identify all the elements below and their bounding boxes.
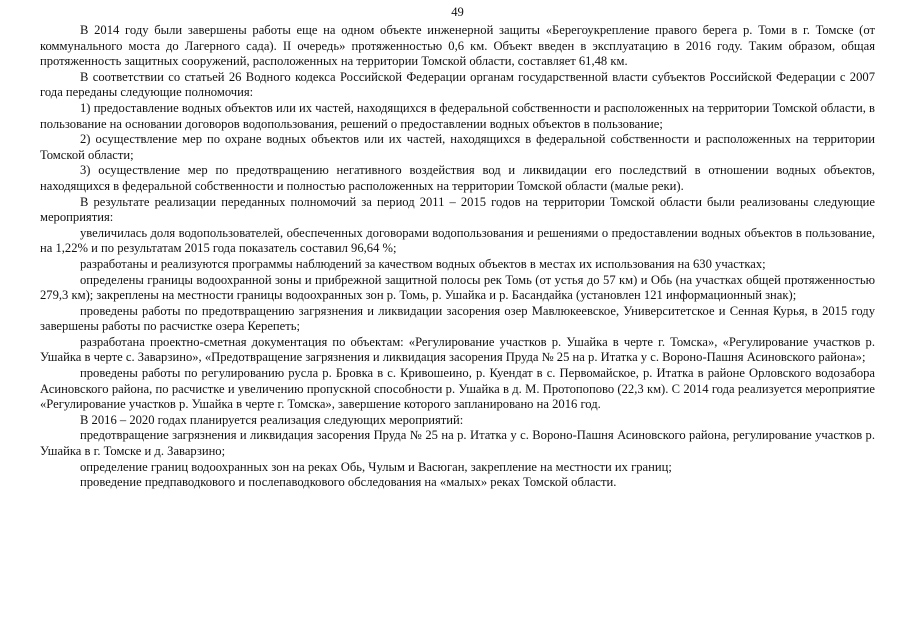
paragraph-results-2011-2015: В результате реализации переданных полномочий за период 2011 – 2015 годов на территории Томской области были реализованы следующие мероприятия: — [40, 194, 875, 225]
paragraph-water-code-powers: В соответствии со статьей 26 Водного кодекса Российской Федерации органам государственной власти субъектов Российской Федерации с 2007 года переданы следующие полномочия: — [40, 69, 875, 100]
list-item-power-1: 1) предоставление водных объектов или их частей, находящихся в федеральной собственности и расположенных на территории Томской области, в пользование на основании договоров водопользования, решений о предоставлении водных объектов в пользование; — [40, 100, 875, 131]
list-item-monitoring-programs: разработаны и реализуются программы наблюдений за качеством водных объектов в местах их использования на 630 участках; — [80, 256, 766, 271]
page-number: 49 — [451, 5, 464, 19]
list-item-power-3: 3) осуществление мер по предотвращению негативного воздействия вод и ликвидации его последствий в отношении водных объектов, находящихся в федеральной собственности и полностью расположенных на территории Томской области (малые реки). — [40, 163, 875, 193]
list-item-design-documentation: разработана проектно-сметная документация по объектам: «Регулирование участков р. Ушайка в черте г. Томска», «Регулирование участков р. Ушайка в черте с. Заварзино», «Предотвращение загрязнения и ликвидация засорения Пруда № 25 на р. Итатка у с. Вороно-Пашня Асиновского района»; — [40, 334, 875, 365]
list-item-water-users-share: увеличилась доля водопользователей, обеспеченных договорами водопользования и решениями о предоставлении водных объектов в пользование, на 1,22% и по результатам 2015 года показатель составил 96,64 %; — [40, 225, 875, 256]
document-body — [40, 23, 875, 491]
list-item-riverbed-works: проведены работы по регулированию русла р. Бровка в с. Кривошеино, р. Куендат в с. Первомайское, р. Итатка в районе Орловского водозабора Асиновского района, по расчистке и увеличению пропускной способности р. Ушайка в д. М. Протопопово (22,3 км). С 2014 года реализуется мероприятие «Регулирование участков р. Ушайка в черте г. Томска», завершение которого запланировано на 2016 год. — [40, 366, 875, 412]
list-item-pond-25: предотвращение загрязнения и ликвидация засорения Пруда № 25 на р. Итатка у с. Вороно-Пашня Асиновского района, регулирование участков р. Ушайка в г. Томске и д. Заварзино; — [40, 428, 875, 459]
list-item-protection-zones: определены границы водоохранной зоны и прибрежной защитной полосы рек Томь (от устья до 57 км) и Обь (на участках общей протяженностью 279,3 км); закреплены на местности границы водоохранных зон р. Томь, р. Ушайка и р. Басандайка (установлен 121 информационный знак); — [40, 272, 875, 303]
paragraph-plans-2016-2020: В 2016 – 2020 годах планируется реализация следующих мероприятий: — [80, 412, 464, 427]
list-item-lakes-cleanup: проведены работы по предотвращению загрязнения и ликвидации засорения озер Мавлюкеевское, Университетское и Сенная Курья, в 2015 году завершены работы по расчистке озера Керепеть; — [40, 303, 875, 334]
list-item-flood-surveys: проведение предпаводкового и послепаводкового обследования на «малых» реках Томской области. — [80, 475, 617, 490]
list-item-power-2: 2) осуществление мер по охране водных объектов или их частей, находящихся в федеральной собственности и расположенных на территории Томской области; — [40, 132, 875, 162]
paragraph-2014-bank-protection: В 2014 году были завершены работы еще на одном объекте инженерной защиты «Берегоукрепление правого берега р. Томи в г. Томске (от коммунального моста до Лагерного сада). II очередь» протяженностью 0,6 км. Объект введен в эксплуатацию в 2016 году. Таким образом, общая протяженность защитных сооружений, расположенных на территории Томской области, составляет 61,48 км. — [40, 23, 875, 69]
list-item-zone-boundaries: определение границ водоохранных зон на реках Обь, Чулым и Васюган, закрепление на местности их границ; — [80, 459, 672, 474]
